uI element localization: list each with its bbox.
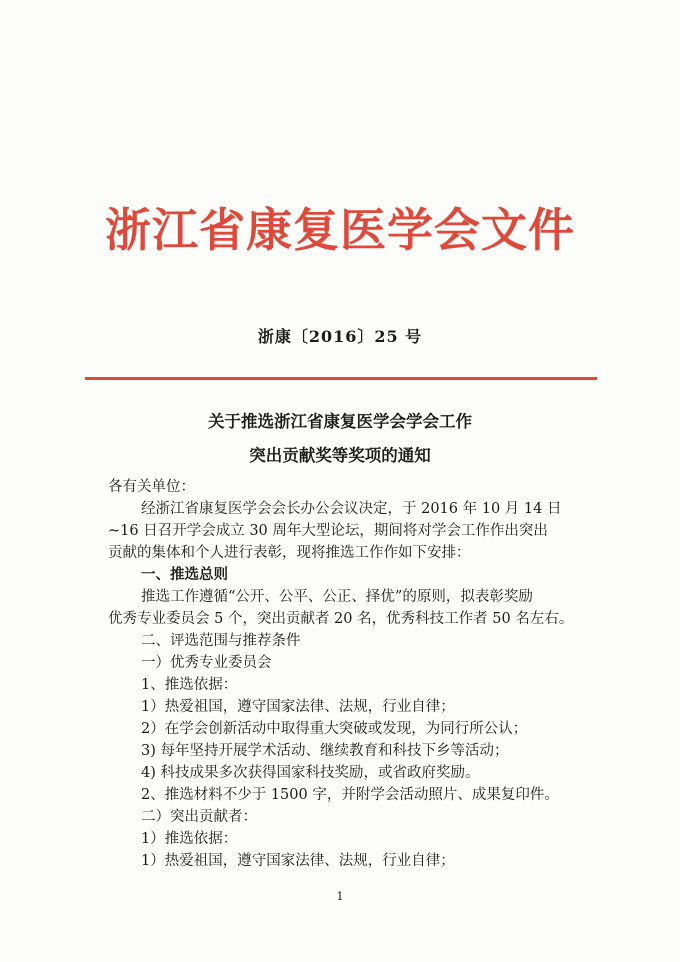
- section-2-heading: 二、评选范围与推荐条件: [141, 633, 301, 649]
- criterion-2: 2）在学会创新活动中取得重大突破或发现，为同行所公认；: [141, 721, 528, 737]
- criterion-1: 1）热爱祖国，遵守国家法律、法规，行业自律；: [141, 699, 455, 715]
- subsection-1-heading: 一）优秀专业委员会: [141, 655, 272, 671]
- section-1-line-2: 优秀专业委员会 5 个，突出贡献者 20 名，优秀科技工作者 50 名左右。: [108, 611, 574, 627]
- subsection-2-heading: 二）突出贡献者：: [141, 809, 257, 825]
- section-1-line-1: 推选工作遵循“公开、公平、公正、择优”的原则，拟表彰奖励: [141, 589, 533, 605]
- intro-line-1: 经浙江省康复医学会会长办公会议决定，于 2016 年 10 月 14 日: [141, 501, 562, 517]
- criterion-4: 4) 科技成果多次获得国家科技奖励，或省政府奖励。: [141, 765, 480, 781]
- subsection-1-item-2: 2、推选材料不少于 1500 字，并附学会活动照片、成果复印件。: [141, 787, 559, 803]
- intro-line-3: 贡献的集体和个人进行表彰，现将推选工作作如下安排：: [108, 545, 471, 561]
- subsection-2-item-1: 1）推选依据：: [141, 831, 238, 847]
- salutation: 各有关单位：: [108, 479, 195, 495]
- subsection-1-item-1: 1、推选依据：: [141, 677, 238, 693]
- page-number: 1: [336, 890, 344, 903]
- criterion-3: 3) 每年坚持开展学术活动、继续教育和科技下乡等活动；: [141, 743, 509, 759]
- document-number: 浙康〔2016〕25 号: [257, 327, 423, 346]
- notice-title-line-2: 突出贡献奖等奖项的通知: [249, 446, 431, 465]
- section-1-heading: 一、推选总则: [141, 567, 228, 583]
- red-divider: [85, 377, 597, 380]
- intro-line-2: ~16 日召开学会成立 30 周年大型论坛，期间将对学会工作作出突出: [108, 523, 548, 539]
- issuer-title: 浙江省康复医学会文件: [105, 203, 575, 257]
- subsection-2-criterion-1: 1）热爱祖国，遵守国家法律、法规，行业自律；: [141, 853, 455, 869]
- notice-title-line-1: 关于推选浙江省康复医学会学会工作: [208, 412, 472, 431]
